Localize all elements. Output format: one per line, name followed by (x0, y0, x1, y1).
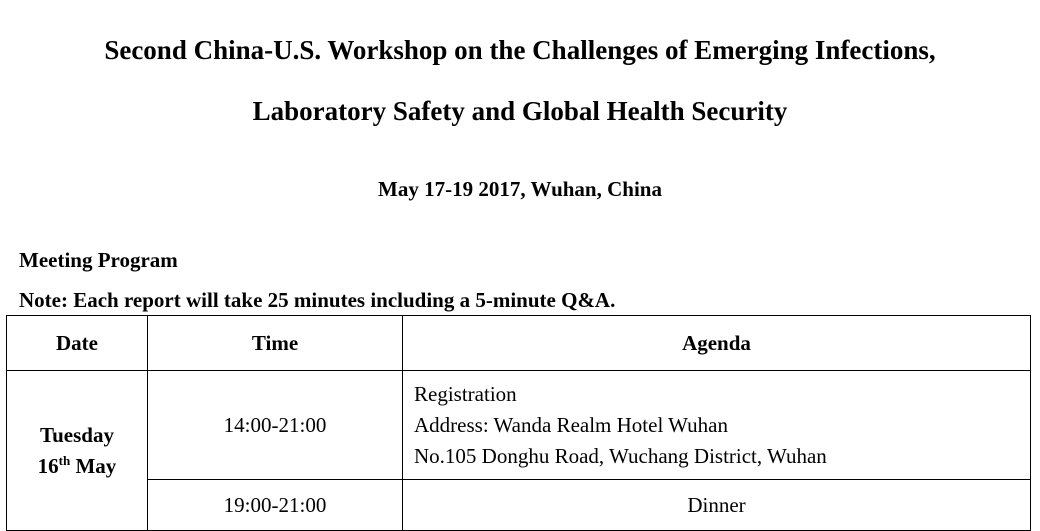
date-weekday: Tuesday (40, 422, 114, 447)
agenda-cell: Dinner (403, 480, 1031, 531)
agenda-line: Registration (414, 381, 517, 406)
document-title-line-2: Laboratory Safety and Global Health Security (252, 96, 788, 126)
agenda-cell (403, 371, 1031, 480)
document-title-line-1: Second China-U.S. Workshop on the Challenges of Emerging Infections, (104, 35, 936, 65)
table-row (7, 480, 1031, 531)
agenda-line: Address: Wanda Realm Hotel Wuhan (414, 412, 728, 437)
table-header-row (7, 316, 1031, 371)
agenda-line: No.105 Donghu Road, Wuchang District, Wuhan (414, 443, 827, 468)
date-day (7, 451, 147, 482)
table-row (7, 371, 1031, 480)
header-date: Date (7, 316, 148, 371)
time-cell: 14:00-21:00 (148, 371, 403, 480)
document-subtitle: May 17-19 2017, Wuhan, China (378, 177, 662, 201)
section-heading: Meeting Program (19, 248, 178, 272)
time-cell: 19:00-21:00 (148, 480, 403, 531)
date-month: May (75, 453, 117, 478)
date-day-number: 16 (37, 453, 59, 478)
date-day-suffix: th (58, 452, 71, 468)
program-note: Note: Each report will take 25 minutes including a 5-minute Q&A. (19, 288, 616, 312)
header-agenda: Agenda (403, 316, 1031, 371)
date-cell (7, 371, 148, 531)
program-table (6, 315, 1031, 531)
header-time: Time (148, 316, 403, 371)
